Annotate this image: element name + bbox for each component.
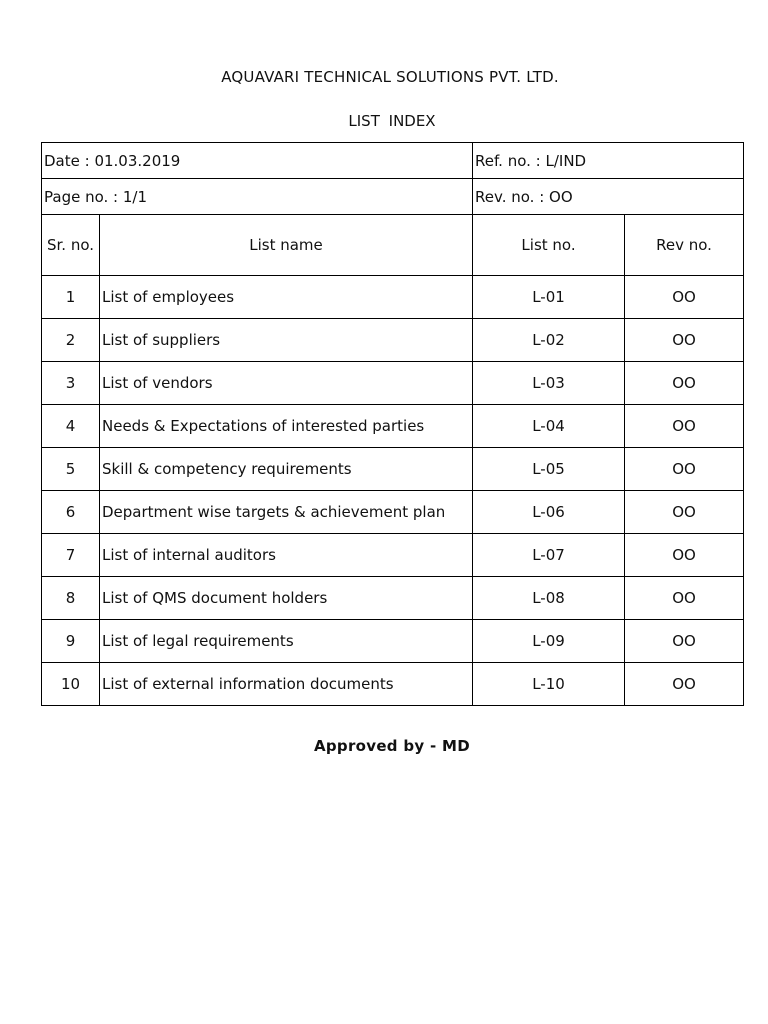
list-name-cell: List of vendors [100, 362, 473, 405]
table-header-row [42, 215, 744, 276]
list-name-cell: List of QMS document holders [100, 577, 473, 620]
table-row [42, 534, 744, 577]
list-no-cell: L-07 [473, 534, 625, 577]
table-row [42, 491, 744, 534]
list-no-cell: L-02 [473, 319, 625, 362]
list-name-cell: List of legal requirements [100, 620, 473, 663]
sr-no-cell: 7 [42, 534, 100, 577]
rev-no-cell: OO [625, 319, 744, 362]
page-no-cell: Page no. : 1/1 [42, 179, 473, 215]
rev-no-cell: OO [625, 405, 744, 448]
meta-row-page [42, 179, 744, 215]
rev-no-cell: OO [625, 276, 744, 319]
rev-no-cell: OO [625, 663, 744, 706]
list-no-cell: L-06 [473, 491, 625, 534]
date-cell: Date : 01.03.2019 [42, 143, 473, 179]
rev-no-cell: OO [625, 534, 744, 577]
table-row [42, 319, 744, 362]
column-header-list-name: List name [100, 215, 473, 276]
table-row [42, 448, 744, 491]
list-no-cell: L-09 [473, 620, 625, 663]
sr-no-cell: 4 [42, 405, 100, 448]
list-name-cell: List of external information documents [100, 663, 473, 706]
ref-no-cell: Ref. no. : L/IND [473, 143, 744, 179]
list-no-cell: L-10 [473, 663, 625, 706]
column-header-list-no: List no. [473, 215, 625, 276]
rev-no-cell: OO [625, 620, 744, 663]
meta-row-date [42, 143, 744, 179]
list-name-cell: List of internal auditors [100, 534, 473, 577]
list-index-table [41, 142, 744, 706]
sr-no-cell: 8 [42, 577, 100, 620]
sr-no-cell: 2 [42, 319, 100, 362]
table-row [42, 362, 744, 405]
table-row [42, 405, 744, 448]
approved-by: Approved by - MD [313, 737, 471, 755]
sr-no-cell: 6 [42, 491, 100, 534]
column-header-sr-no: Sr. no. [42, 215, 100, 276]
list-name-cell: Skill & competency requirements [100, 448, 473, 491]
list-no-cell: L-03 [473, 362, 625, 405]
list-name-cell: List of employees [100, 276, 473, 319]
sr-no-cell: 9 [42, 620, 100, 663]
list-name-cell: Needs & Expectations of interested parties [100, 405, 473, 448]
list-name-cell: List of suppliers [100, 319, 473, 362]
list-no-cell: L-08 [473, 577, 625, 620]
table-row [42, 577, 744, 620]
sr-no-cell: 10 [42, 663, 100, 706]
rev-no-cell: OO [625, 448, 744, 491]
table-row [42, 663, 744, 706]
rev-no-cell: OO [625, 491, 744, 534]
column-header-rev-no: Rev no. [625, 215, 744, 276]
sr-no-cell: 3 [42, 362, 100, 405]
sr-no-cell: 1 [42, 276, 100, 319]
table-row [42, 620, 744, 663]
company-name: AQUAVARI TECHNICAL SOLUTIONS PVT. LTD. [221, 68, 559, 86]
document-title: LIST INDEX [348, 112, 436, 130]
list-name-cell: Department wise targets & achievement plan [100, 491, 473, 534]
table-row [42, 276, 744, 319]
list-no-cell: L-05 [473, 448, 625, 491]
rev-no-cell: OO [625, 362, 744, 405]
rev-no-cell: Rev. no. : OO [473, 179, 744, 215]
rev-no-cell: OO [625, 577, 744, 620]
sr-no-cell: 5 [42, 448, 100, 491]
list-no-cell: L-01 [473, 276, 625, 319]
list-no-cell: L-04 [473, 405, 625, 448]
